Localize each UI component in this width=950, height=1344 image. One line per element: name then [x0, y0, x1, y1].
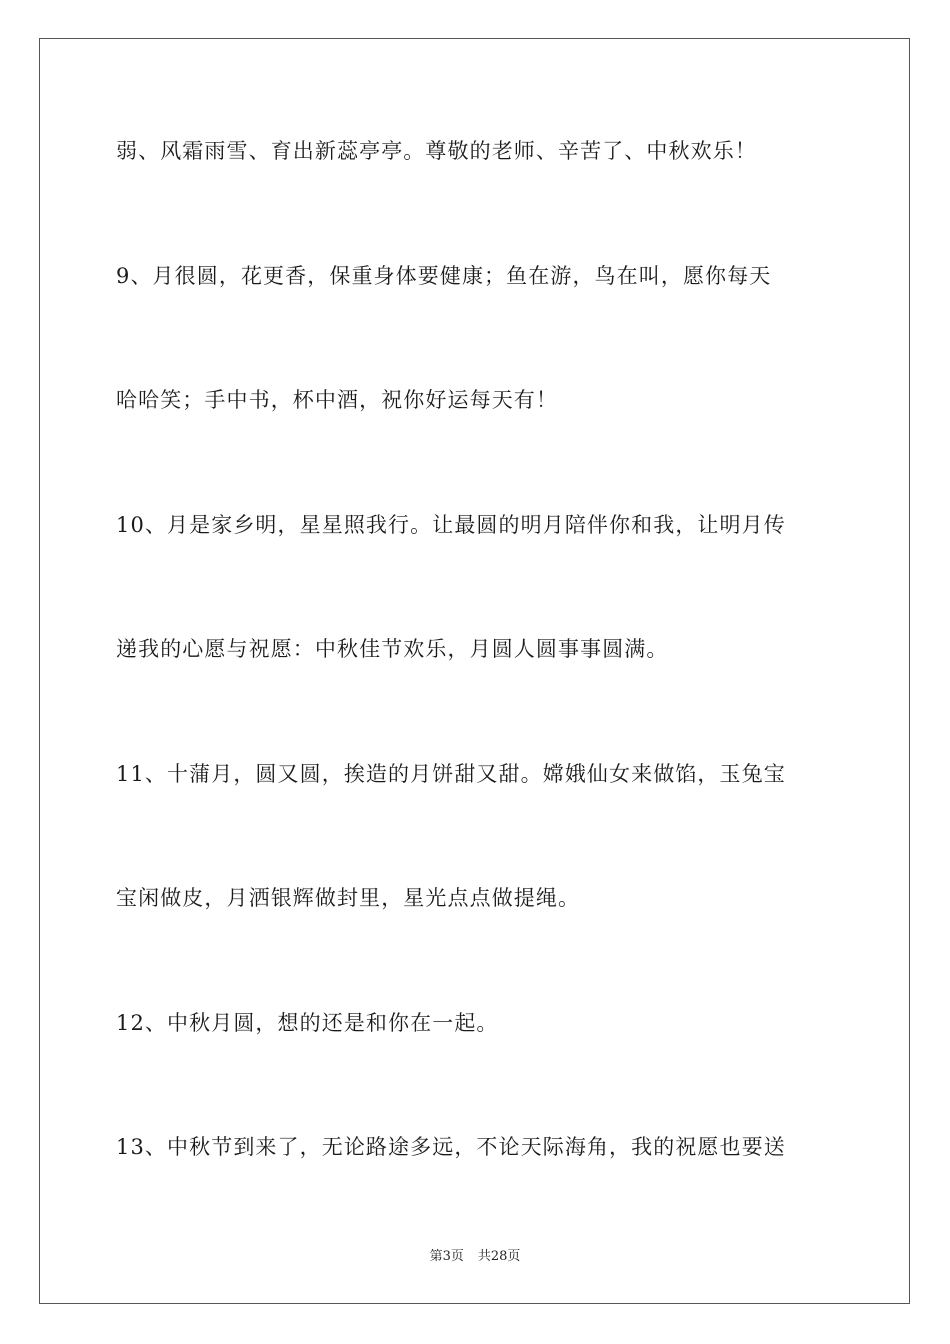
text-line: 13、中秋节到来了，无论路途多远，不论天际海角，我的祝愿也要送: [116, 1135, 786, 1159]
text-line: 12、中秋月圆，想的还是和你在一起。: [116, 1011, 499, 1035]
text-line: 哈哈笑；手中书，杯中酒，祝你好运每天有！: [116, 388, 558, 412]
page-footer: [0, 1248, 950, 1266]
page-total: 共28页: [477, 1249, 521, 1264]
text-line: 宝闲做皮，月洒银辉做封里，星光点点做提绳。: [116, 886, 581, 910]
text-line: 10、月是家乡明，星星照我行。让最圆的明月陪伴你和我，让明月传: [116, 513, 786, 537]
page-number: 第3页: [429, 1249, 464, 1264]
text-line: 11、十蒲月，圆又圆，挨造的月饼甜又甜。嫦娥仙女来做馅，玉兔宝: [116, 762, 786, 786]
text-line: 弱、风霜雨雪、育出新蕊亭亭。尊敬的老师、辛苦了、中秋欢乐！: [116, 139, 757, 163]
text-line: 递我的心愿与祝愿：中秋佳节欢乐，月圆人圆事事圆满。: [116, 637, 669, 661]
page-frame: [39, 38, 910, 1304]
text-line: 9、月很圆，花更香，保重身体要健康；鱼在游，鸟在叫，愿你每天: [116, 264, 772, 288]
